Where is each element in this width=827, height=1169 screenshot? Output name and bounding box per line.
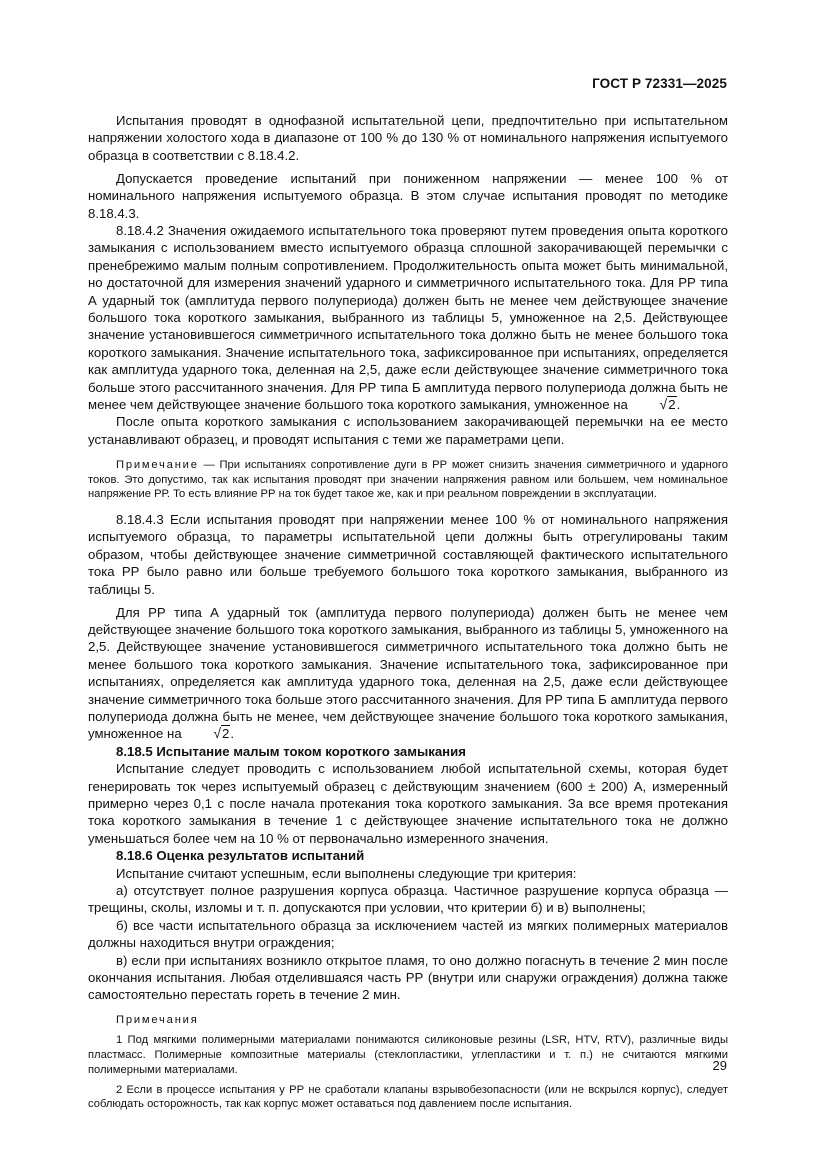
note-label: Примечание bbox=[116, 459, 199, 472]
section-heading-8-18-6: 8.18.6 Оценка результатов испытаний bbox=[116, 848, 365, 864]
paragraph-text: Для РР типа А ударный ток (амплитуда первого полупериода) должен быть не менее чем действующее значение большого тока короткого замыкания, выбранного из таблицы 5, умноженного на 2,5. Действующее значение установившегося симметричного испытательного тока должно быть не менее большого тока короткого замыкания. Значение испытательного тока, зафиксированное при испытаниях, определяется как амплитуда ударного тока, деленная на 2,5, даже если действующее значение симметричного тока больше этого рассчитанного значения. Для РР типа Б амплитуда первого полупериода должна быть не менее, чем действующее значение большого тока короткого замыкания, умноженное на bbox=[88, 604, 728, 742]
paragraph: Испытание считают успешным, если выполнены следующие три критерия: bbox=[116, 865, 577, 881]
sqrt-formula bbox=[632, 396, 677, 413]
paragraph: После опыта короткого замыкания с использованием закорачивающей перемычки на ее место устанавливают образец, и проводят испытания с теми же параметрами цепи. bbox=[88, 414, 728, 447]
sentence-end: . bbox=[676, 397, 681, 412]
sqrt-radical: √ bbox=[659, 396, 668, 412]
paragraph: Испытание следует проводить с использованием любой испытательной схемы, которая будет генерировать ток через испытуемый образец с действующим значением (600 ± 200) А, измеренный примерно через 0,1 с после начала протекания тока короткого замыкания. За все время протекания тока короткого замыкания в течение 1 с действующее значение испытательного тока не должно уменьшаться более чем на 10 % от первоначально измеренного значения. bbox=[88, 761, 728, 846]
note bbox=[88, 458, 728, 502]
sentence-end: . bbox=[230, 726, 235, 742]
clause-text: 8.18.4.2 Значения ожидаемого испытательного тока проверяют путем проведения опыта короткого замыкания с использованием вместо испытуемого образца сплошной закорачивающей перемычки с пренебрежимо малым полным сопротивлением. Продолжительность опыта может быть минимальной, но достаточной для измерения значений ударного и симметричного испытательного тока. Для РР типа А ударный ток (амплитуда первого полупериода) должен быть не менее чем действующее значение большого тока короткого замыкания, выбранного из таблицы 5, умноженное на 2,5. Действующее значение установившегося симметричного испытательного тока должно быть не менее большого тока короткого замыкания. Значение испытательного тока, зафиксированное при испытаниях, определяется как амплитуда ударного тока, деленная на 2,5, даже если действующее значение симметричного тока больше этого рассчитанного значения. Для РР типа Б амплитуда первого полупериода должна быть не менее чем действующее значение большого тока короткого замыкания, умноженное на bbox=[88, 222, 728, 412]
criterion-a: а) отсутствует полное разрушения корпуса образца. Частичное разрушение корпуса образца — трещины, сколы, изломы и т. п. допускаются при условии, что критерии б) и в) выполнены; bbox=[88, 883, 728, 916]
notes-title: Примечания bbox=[116, 1013, 199, 1026]
clause-8-18-4-2 bbox=[88, 222, 728, 413]
sqrt-formula bbox=[185, 725, 230, 742]
criterion-c: в) если при испытаниях возникло открытое пламя, то оно должно погаснуть в течение 2 мин после окончания испытания. Любая отделившаяся часть РР (внутри или снаружи ограждения) должна также самостоятельно перестать гореть в течение 2 мин. bbox=[88, 952, 728, 1003]
sqrt-argument: 2 bbox=[668, 397, 676, 412]
note-text: — При испытаниях сопротивление дуги в РР может снизить значения симметричного и ударного токов. Это допустимо, так как испытания проводят при значении напряжения равном или большем, чем номинальное напряжение РР. То есть влияние РР на ток будет такое же, как и при реальном повреждении в эксплуатации. bbox=[88, 459, 728, 501]
clause-8-18-4-3: 8.18.4.3 Если испытания проводят при напряжении менее 100 % от номинального напряжения испытуемого образца, то параметры испытательной цепи должны быть отрегулированы таким образом, чтобы действующее значение симметричной составляющей фактического испытательного тока РР было равно или больше требуемого большого тока короткого замыкания, выбранного из таблицы 5. bbox=[88, 512, 728, 597]
sqrt-radical: √ bbox=[213, 725, 222, 742]
criterion-b: б) все части испытательного образца за исключением частей из мягких полимерных материалов должны находиться внутри ограждения; bbox=[88, 917, 728, 951]
paragraph: Испытания проводят в однофазной испытательной цепи, предпочтительно при испытательном напряжении холостого хода в диапазоне от 100 % до 130 % от номинального напряжения испытуемого образца в соответствии с 8.18.4.2. bbox=[88, 113, 728, 163]
paragraph bbox=[88, 604, 728, 743]
paragraph: Допускается проведение испытаний при пониженном напряжении — менее 100 % от номинального напряжения испытуемого образца. В этом случае испытания проводят по методике 8.18.4.3. bbox=[88, 170, 728, 221]
note-item: 2 Если в процессе испытания у РР не сработали клапаны взрывобезопасности (или не вскрылся корпус), следует соблюдать осторожность, так как корпус может оставаться под давлением после испытания. bbox=[88, 1083, 728, 1111]
page-number: 29 bbox=[712, 1058, 727, 1073]
note-item: 1 Под мягкими полимерными материалами понимаются силиконовые резины (LSR, HTV, RTV), различные виды пластмасс. Полимерные композитные материалы (стеклопластики, углепластики и т. п.) не считаются мягкими полимерными материалами. bbox=[88, 1034, 728, 1076]
document-body bbox=[88, 112, 728, 1117]
document-code-header: ГОСТ Р 72331—2025 bbox=[592, 76, 727, 91]
sqrt-argument: 2 bbox=[222, 726, 230, 742]
section-heading-8-18-5: 8.18.5 Испытание малым током короткого замыкания bbox=[116, 743, 466, 759]
